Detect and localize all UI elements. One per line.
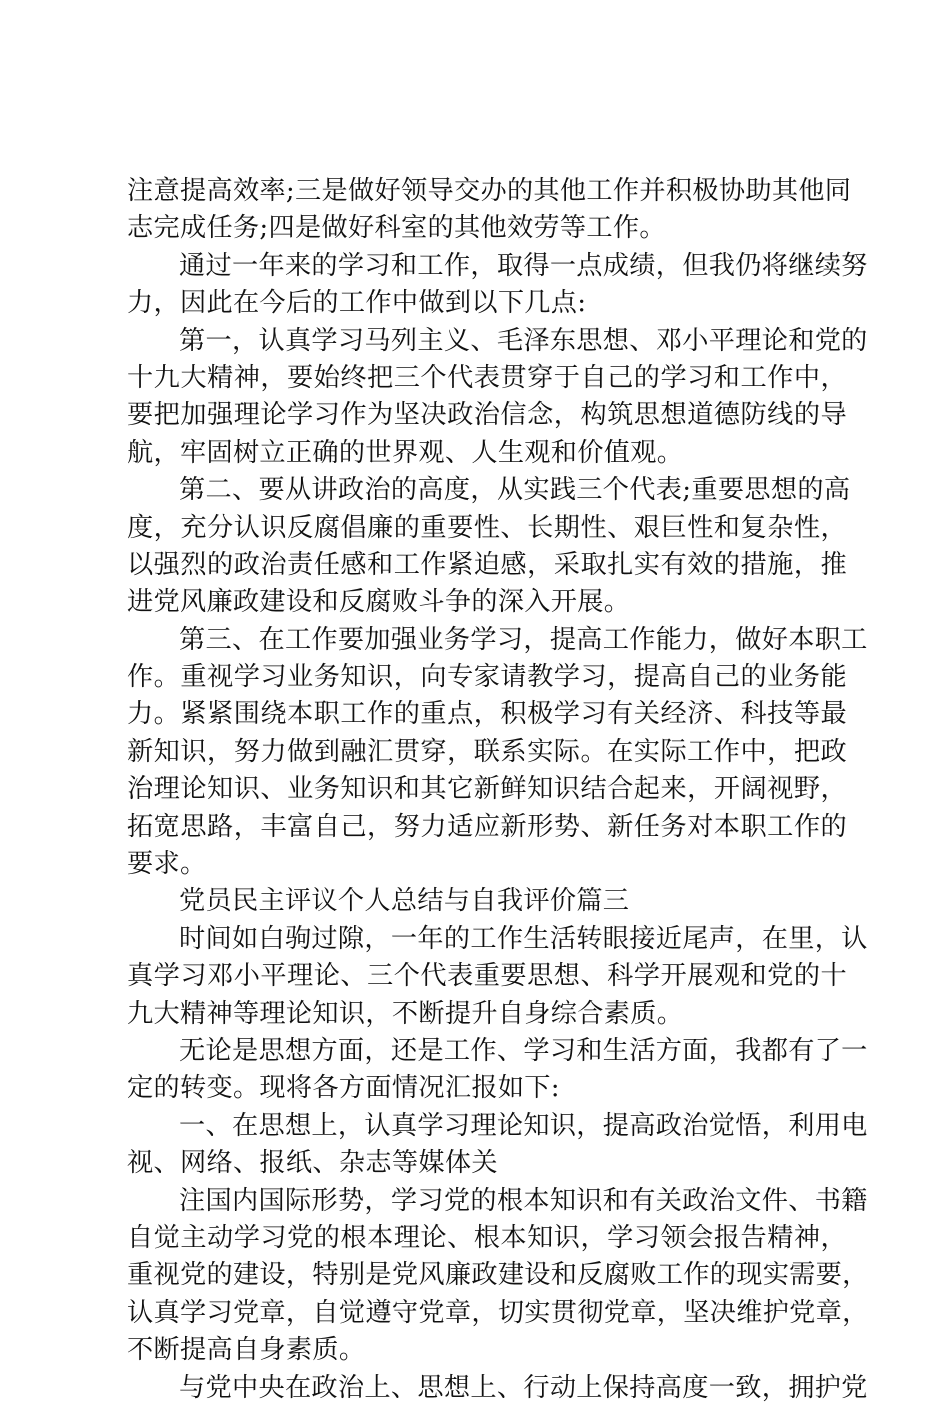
text-line: 以强烈的政治责任感和工作紧迫感，采取扎实有效的措施，推 [127,549,847,580]
text-line: 要把加强理论学习作为坚决政治信念，构筑思想道德防线的导 [127,400,847,431]
paragraph [127,472,851,622]
paragraph [127,1033,868,1108]
text-line: 真学习邓小平理论、三个代表重要思想、科学开展观和党的十 [127,961,847,992]
text-line: 时间如白驹过隙，一年的工作生活转眼接近尾声，在里，认 [179,923,868,954]
text-line: 定的转变。现将各方面情况汇报如下: [127,1073,560,1104]
text-line: 注国内国际形势，学习党的根本知识和有关政治文件、书籍 [179,1185,868,1216]
text-line: 治理论知识、业务知识和其它新鲜知识结合起来，开阔视野， [127,774,847,805]
text-line: 志完成任务;四是做好科室的其他效劳等工作。 [127,213,666,244]
text-line: 一、在思想上，认真学习理论知识，提高政治觉悟，利用电 [179,1110,868,1141]
document-body [127,173,869,1407]
text-line: 注意提高效率;三是做好领导交办的其他工作并积极协助其他同 [127,176,852,206]
text-line: 自觉主动学习党的根本理论、根本知识，学习领会报告精神， [127,1222,847,1253]
text-line: 与党中央在政治上、思想上、行动上保持高度一致，拥护党 [179,1372,868,1403]
text-line: 要求。 [127,849,207,880]
paragraph [127,1108,868,1183]
text-line: 认真学习党章，自觉遵守党章，切实贯彻党章，坚决维护党章， [127,1297,869,1328]
text-line: 进党风廉政建设和反腐败斗争的深入开展。 [127,587,631,618]
text-line: 九大精神等理论知识，不断提升自身综合素质。 [127,998,684,1029]
text-line: 视、网络、报纸、杂志等媒体关 [127,1148,498,1179]
text-line: 不断提高自身素质。 [127,1335,366,1366]
section-title: 党员民主评议个人总结与自我评价篇三 [179,886,630,917]
paragraph [127,173,852,248]
text-line: 无论是思想方面，还是工作、学习和生活方面，我都有了一 [179,1035,868,1066]
paragraph [127,1370,868,1407]
paragraph [127,1183,869,1370]
text-line: 作。重视学习业务知识，向专家请教学习，提高自己的业务能 [127,662,847,693]
text-line: 第三、在工作要加强业务学习，提高工作能力，做好本职工 [179,624,868,655]
paragraph [127,622,868,884]
section-heading [127,883,847,920]
text-line: 第二、要从讲政治的高度，从实践三个代表;重要思想的高 [179,475,851,506]
text-line: 新知识，努力做到融汇贯穿，联系实际。在实际工作中，把政 [127,736,847,767]
text-line: 通过一年来的学习和工作，取得一点成绩，但我仍将继续努 [179,250,868,281]
text-line: 航，牢固树立正确的世界观、人生观和价值观。 [127,437,684,468]
paragraph [127,323,868,473]
text-line: 重视党的建设，特别是党风廉政建设和反腐败工作的现实需要， [127,1260,869,1291]
text-line: 力，因此在今后的工作中做到以下几点: [127,288,587,319]
paragraph [127,921,868,1033]
text-line: 第一，认真学习马列主义、毛泽东思想、邓小平理论和党的 [179,325,868,356]
text-line: 度，充分认识反腐倡廉的重要性、长期性、艰巨性和复杂性， [127,512,847,543]
text-line: 拓宽思路，丰富自己，努力适应新形势、新任务对本职工作的 [127,811,847,842]
paragraph [127,248,868,323]
text-line: 力。紧紧围绕本职工作的重点，积极学习有关经济、科技等最 [127,699,847,730]
text-line: 十九大精神，要始终把三个代表贯穿于自己的学习和工作中， [127,362,847,393]
